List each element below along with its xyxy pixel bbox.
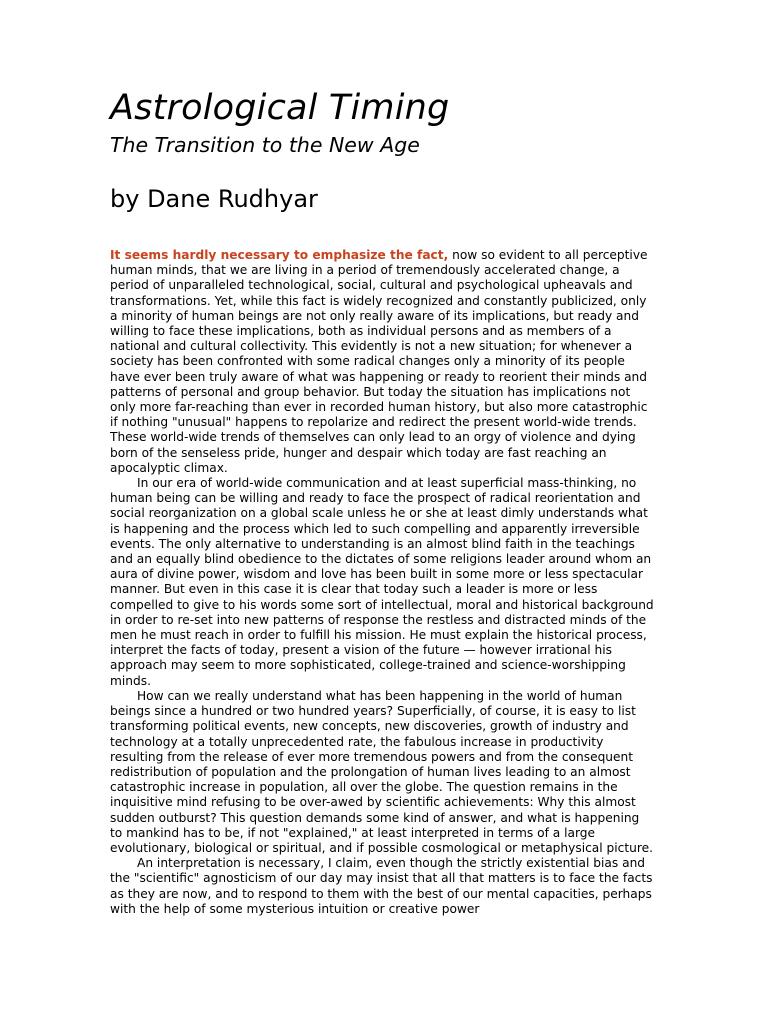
paragraph-1-text: now so evident to all perceptive human minds, that we are living in a period of tremendously accelerated change, a period of unparalleled technological, social, cultural and psychological upheavals and transformations. Yet, while this fact is widely recognized and constantly publicized, only a minority of human beings are not only really aware of its implications, but ready and willing to face these implications, both as individual persons and as members of a national and cultural collectivity. This evidently is not a new situation; for whenever a society has been confronted with some radical changes only a minority of its people have ever been truly aware of what was happening or ready to reorient their minds and patterns of personal and group behavior. But today the situation has implications not only more far-reaching than ever in recorded human history, but also more catastrophic if nothing "unusual" happens to repolarize and redirect the present world-wide trends. These world-wide trends of themselves can only lead to an orgy of violence and dying born of the senseless pride, hunger and despair which today are fast reaching an apocalyptic climax. [110, 248, 648, 475]
paragraph-4: An interpretation is necessary, I claim, even though the strictly existential bias and the "scientific" agnosticism of our day may insist that all that matters is to face the facts as they are now, and to respond to them with the best of our mental capacities, perhaps with the help of some mysterious intuition or creative power [110, 856, 653, 916]
paragraph-1 [110, 248, 654, 476]
document-subtitle: The Transition to the New Age [110, 133, 420, 157]
paragraph-2: In our era of world-wide communication and at least superficial mass-thinking, no human being can be willing and ready to face the prospect of radical reorientation and social reorganization on a global scale unless he or she at least dimly understands what is happening and the process which led to such compelling and apparently irreversible events. The only alternative to understanding is an almost blind faith in the teachings and an equally blind obedience to the dictates of some religions leader around whom an aura of divine power, wisdom and love has been built in some more or less spectacular manner. But even in this case it is clear that today such a leader is more or less compelled to give to his words some sort of intellectual, moral and historical background in order to re-set into new patterns of response the restless and distracted minds of the men he must reach in order to fulfill his mission. He must explain the historical process, interpret the facts of today, present a vision of the future — however irrational his approach may seem to more sophisticated, college-trained and science-worshipping minds. [110, 476, 654, 688]
lead-phrase: It seems hardly necessary to emphasize the fact, [110, 248, 449, 262]
paragraph-3: How can we really understand what has been happening in the world of human beings since a hundred or two hundred years? Superficially, of course, it is easy to list transforming political events, new concepts, new discoveries, growth of industry and technology at a totally unprecedented rate, the fabulous increase in productivity resulting from the release of ever more tremendous powers and from the consequent redistribution of population and the prolongation of human lives leading to an almost catastrophic increase in population, all over the globe. The question remains in the inquisitive mind refusing to be over-awed by scientific achievements: Why this almost sudden outburst? This question demands some kind of answer, and what is happening to mankind has to be, if not "explained," at least interpreted in terms of a large evolutionary, biological or spiritual, and if possible cosmological or metaphysical picture. [110, 688, 653, 855]
document-page [110, 86, 654, 917]
body-text [110, 248, 654, 917]
document-author: by Dane Rudhyar [110, 185, 318, 213]
document-title: Astrological Timing [110, 88, 450, 128]
